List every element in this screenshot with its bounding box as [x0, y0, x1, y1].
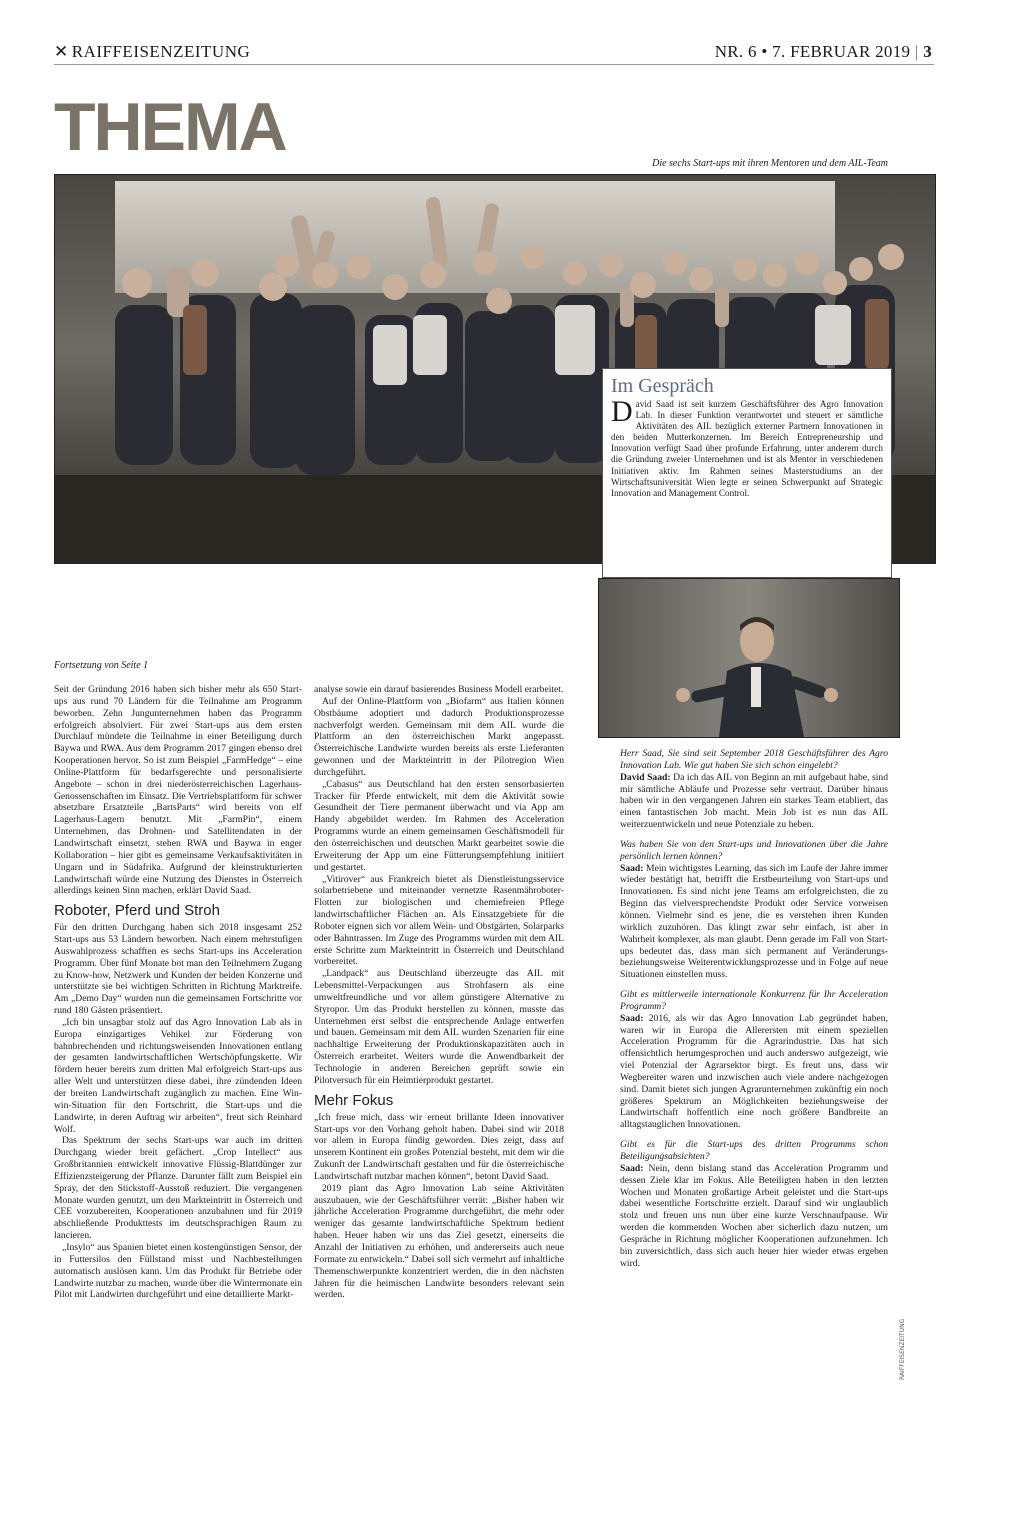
- interview-answer: [620, 863, 888, 981]
- subheading-roboter: Roboter, Pferd und Stroh: [54, 902, 220, 920]
- interview-question: Gibt es mittlerweile internationale Konkurrenz für Ihr Acceleration Programm?: [620, 989, 888, 1012]
- paragraph: „Landpack“ aus Deutschland überzeugte das AIL mit Lebensmittel-Verpackungen aus Strohfasern als eine umweltfreundliche und vor allem günstigere Alternative zu Styropor. Um das Produkt herstellen zu können, musste das Unternehmen erst selbst die entsprechende Anlage entwerfen und bauen. Gemeinsam mit dem AIL wurden Szenarien für eine nachhaltige Erweiterung der Produktionskapazitäten auch in Österreich erarbeitet. Weiters wurde die Anwendbarkeit der Technologie in anderen Bereichen geprüft sowie ein Pilotversuch für ein Heimtierprodukt gestartet.: [314, 968, 564, 1086]
- answer-text: Da ich das AIL von Beginn an mit aufgebaut habe, sind mir sämtliche Abläufe und Prozesse sehr vertraut. Darüber hinaus haben wir in den vergangenen Jahren ein starkes Team etabliert, das einen fantastischen Job macht. Mein Job ist es nun das AIL weiterzuentwickeln und neue Potenziale zu heben.: [620, 771, 888, 831]
- paragraph: „Vitirover“ aus Frankreich bietet als Dienstleistungsservice solarbetriebene und miteinander vernetzte Rasenmähroboter-Flotten zur biologischen und chemiefreien Pflege landwirtschaftlicher Flächen an. Als Einsatzgebiete für die Roboter eignen sich vor allem Wein- und Obstgärten, Solarparks oder Bahntrassen. Im Zuge des Programms wurden mit dem AIL erste Schritte zum Markteintritt in Österreich und Deutschland vorbereitet.: [314, 873, 564, 968]
- speaker-name: Saad:: [620, 1162, 644, 1174]
- section-title: THEMA: [54, 89, 286, 165]
- interview-question: Herr Saad, Sie sind seit September 2018 Geschäftsführer des Agro Innovation Lab. Wie gut haben Sie sich schon eingelebt?: [620, 748, 888, 771]
- interview-answer: [620, 1013, 888, 1131]
- answer-text: Mein wichtigstes Learning, das sich im Laufe der Jahre immer wieder bestätigt hat, betrifft die Erstbeurteilung von Start-ups und Innovationen. Es sind nicht jene Teams am erfolgreichsten, die zu Beginn das vielversprechendste Produkt oder Service vorweisen können. Vielmehr sind es jene, die es verstehen ihren Kunden wirklich zuzuhören. Das klingt zwar sehr einfach, ist aber in Wahrheit komplexer, als man glaubt. Denn gerade im Fall von Start-ups bedeutet das, dass man sich permanent auf Veränderungs- beziehungsweise Weiterentwicklungsprozesse und in Folge auf neue Situationen einstellen muss.: [620, 862, 888, 981]
- speaker-name: David Saad:: [620, 771, 671, 783]
- photo-caption: Die sechs Start-ups mit ihren Mentoren und dem AIL-Team: [652, 158, 888, 169]
- continuation-note: Fortsetzung von Seite 1: [54, 660, 149, 671]
- raiffeisen-gable-icon: ✕: [54, 42, 69, 62]
- paragraph: Das Spektrum der sechs Start-ups war auch im dritten Durchgang wieder breit gefächert. „Crop Intellect“ aus Großbritannien entwickelt innovative Flüssig-Blattdünger zur Effizienzsteigerung der Pflanze. Darunter fällt zum Beispiel ein Spray, der den Stickstoff-Ausstoß reduziert. Die vergangenen Monate wurden genutzt, um den Markteintritt in Österreich und CEE vorzubereiten, Kooperationen anzubahnen und für 2019 abschließende Produkttests im deutschsprachigen Raum zu lancieren.: [54, 1135, 302, 1242]
- article-column-2: [314, 684, 564, 1301]
- interview-box-body: avid Saad ist seit kurzem Geschäftsführer des Agro Innovation Lab. In dieser Funktion verantwortet und steuert er sämtliche Aktivitäten des AIL bezüglich externer Partnern Innovationen in den beiden Mutterkonzernen. Im Bereich Entrepreneurship und Innovation verfügt Saad über profunde Erfahrung, unter anderem durch die Gründung zweier Unternehmen und ist als Mentor in verschiedenen Initiativen aktiv. Im Rahmen seines Masterstudiums an der Wirtschaftsuniversität Wien legte er seinen Schwerpunkt auf Strategic Innovation and Management Control.: [611, 399, 883, 498]
- interview-box-title: Im Gespräch: [611, 375, 714, 397]
- speaker-name: Saad:: [620, 1012, 644, 1024]
- paragraph: 2019 plant das Agro Innovation Lab seine Aktivitäten auszubauen, wie der Geschäftsführer verrät: „Bisher haben wir jährliche Acceleration Programme durchgeführt, die mehr oder weniger das gesamte landwirtschaftliche Spektrum bedient haben. Heuer haben wir uns das Ziel gesetzt, einerseits die Anzahl der Initiativen zu erhöhen, und andererseits auch neue Formate zu entwickeln.“ Dabei soll sich vermehrt auf inhaltliche Themenschwerpunkte konzentriert werden, die in den nächsten Jahren für die heimischen Landwirte besonders relevant sein werden.: [314, 1182, 564, 1301]
- photo-credit: RAIFFEISENZEITUNG: [899, 1318, 906, 1380]
- paragraph: „Cabasus“ aus Deutschland hat den ersten sensorbasierten Tracker für Pferde entwickelt, mit dem die Aktivität sowie Gesundheit der Tiere permanent überwacht und via App am Handy abgebildet werden. Im Rahmen des Acceleration Programms wurde an einem gemeinsamen Geschäftsmodell für den österreichischen und deutschen Markt gearbeitet sowie die Erweiterung der App um eine Fütterungsempfehlung initiiert und gestartet.: [314, 778, 564, 873]
- interview-box-text: [611, 395, 883, 499]
- paragraph: Für den dritten Durchgang haben sich 2018 insgesamt 252 Start-ups aus 53 Ländern beworben. Nach einem mehrstufigen Auswahlprozess schafften es sechs Start-ups ins Acceleration Programm. Über fünf Monate bot man den Teilnehmern Zugang zu Know-how, Netzwerk und Kunden der beiden Konzerne und unterstützte sie bei wichtigen Schritten in Richtung Marktreife. Am „Demo Day“ wurden nun die gemeinsamen Fortschritte vor rund 180 Gästen präsentiert.: [54, 922, 302, 1017]
- interview-answer: [620, 1163, 888, 1270]
- masthead-publication: [54, 42, 250, 62]
- issue-date: NR. 6 • 7. FEBRUAR 2019: [714, 42, 911, 61]
- interview-answer: [620, 772, 888, 831]
- portrait-photo: [598, 578, 900, 738]
- interview-question: Was haben Sie von den Start-ups und Innovationen über die Jahre persönlich lernen können?: [620, 838, 888, 862]
- speaker-name: Saad:: [620, 862, 644, 874]
- publication-name: RAIFFEISENZEITUNG: [71, 42, 251, 61]
- answer-text: Nein, denn bislang stand das Acceleration Programm und dessen Ziele klar im Fokus. Alle Beteiligten haben in den letzten Wochen und Monaten großartige Arbeit geleistet und die Start-ups dabei wesentliche Fortschritte erzielt. Darauf sind wir unglaublich stolz und freuen uns nun über eine kurze Verschnaufpause. Wir werden die kommenden Wochen aber sicherlich dazu nutzen, um Gespräche in Richtung möglicher Kooperationen aufzunehmen. Ich bin zuversichtlich, dass sich auch heuer hier wieder etwas ergeben wird.: [620, 1162, 888, 1269]
- interview-info-box: [602, 368, 892, 578]
- article-column-1: [54, 684, 302, 1301]
- masthead-issue: NR. 6 • 7. FEBRUAR 2019 | 3: [714, 42, 932, 61]
- paragraph: Seit der Gründung 2016 haben sich bisher mehr als 650 Start-ups aus rund 70 Ländern für die Teilnahme am Programm beworben. Zehn Jungunternehmen haben das Programm erfolgreich absolviert. Für zwei Start-ups aus dem ersten Durchlauf mündete die Teilnahme in einer Beteiligung durch Baywa und RWA. Aus dem Programm 2017 gingen ebenso drei Kooperationen hervor. So ist zum Beispiel „FarmHedge“ – eine Online-Plattform für bedarfsgerechte und personalisierte Angebote – schon in drei niederösterreichischen Lagerhaus-Genossenschaften im Einsatz. Die Vertriebsplattform für schwer absetzbare Ersatzteile „BartsParts“ wird bereits von elf Lagerhaus-Lagern benutzt. Mit „FarmPin“, einem Unternehmen, das Drohnen- und Satellitendaten in der Landwirtschaft einsetzt, stehen RWA und Baywa in enger Kollaboration – hier gibt es gemeinsame Verkaufsaktivitäten in Ungarn und in Südafrika. Aufgrund der kleinstrukturierten Landwirtschaft würde eine Nutzung des Dienstes in Österreich allerdings keinen Sinn machen, erklärt David Saad.: [54, 684, 302, 897]
- paragraph: „Insylo“ aus Spanien bietet einen kostengünstigen Sensor, der in Futtersilos den Füllstand misst und Nachbestellungen automatisch auslösen kann. Um das Produkt für Betriebe oder Landwirte nutzbar zu machen, wurde über die Wintermonate ein Pilot mit Landwirten durchgeführt und eine detaillierte Markt-: [54, 1241, 302, 1301]
- dropcap-letter: D: [611, 395, 633, 428]
- paragraph: „Ich freue mich, dass wir erneut brillante Ideen innovativer Start-ups vor den Vorhang geholt haben. Dabei sind wir 2018 vor allem in Europa fündig geworden. Dies zeigt, dass auf unserem Kontinent ein großes Potenzial besteht, mit dem wir die Zukunft der Landwirtschaft gestalten und für die österreichische Landwirtschaft nutzbar machen können“, betont David Saad.: [314, 1111, 564, 1182]
- masthead-rule: [54, 64, 934, 65]
- interview-question: Gibt es für die Start-ups des dritten Programms schon Beteiligungsabsichten?: [620, 1139, 888, 1162]
- answer-text: 2016, als wir das Agro Innovation Lab gegründet haben, waren wir in Europa die Allerersten mit einem speziellen Acceleration Programm für die Agrarindustrie. Das hat sich offensichtlich herumgesprochen und auch anderswo aufgezeigt, wie viel Potenzial der Agrarsektor birgt. Es freut uns, dass wir Wegbereiter waren und inzwischen auch viele andere nachgezogen sind. Damit bietet sich jungen Agrarunternehmen zukünftig ein noch größeres Spektrum an Möglichkeiten beziehungsweise der Landwirtschaft hoffentlich eine noch größere Bandbreite an alltagstauglichen Innovationen.: [620, 1012, 888, 1131]
- subheading-mehr-fokus: Mehr Fokus: [314, 1091, 394, 1109]
- page-number: 3: [923, 42, 932, 61]
- paragraph: „Ich bin unsagbar stolz auf das Agro Innovation Lab als in Europa einzigartiges Vehikel zur Förderung von bahnbrechenden und richtungsweisenden Innovationen entlang der gesamten landwirtschaftlichen Wertschöpfungskette. Wir fördern heuer bereits zum dritten Mal erfolgreich Start-ups aus aller Welt und unterstützen diese dabei, ihre zündenden Ideen der breiten Landwirtschaft zugänglich zu machen. Eine Win-win-Situation für den Fortschritt, die Start-ups und die Landwirte, in deren Auftrag wir arbeiten“, freut sich Reinhard Wolf.: [54, 1016, 302, 1135]
- paragraph: Auf der Online-Plattform von „Biofarm“ aus Italien können Obstbäume adoptiert und dadurch Produktionsprozesse nachverfolgt werden. Gemeinsam mit dem AIL wurde die Plattform an den österreichischen Markt angepasst. Österreichische Landwirte wurden bereits als erste Lieferanten gewonnen und der Markteintritt in der Pilotregion Wien durchgeführt.: [314, 695, 564, 778]
- paragraph: analyse sowie ein darauf basierendes Business Modell erarbeitet.: [314, 684, 564, 695]
- interview-column: [620, 748, 888, 1269]
